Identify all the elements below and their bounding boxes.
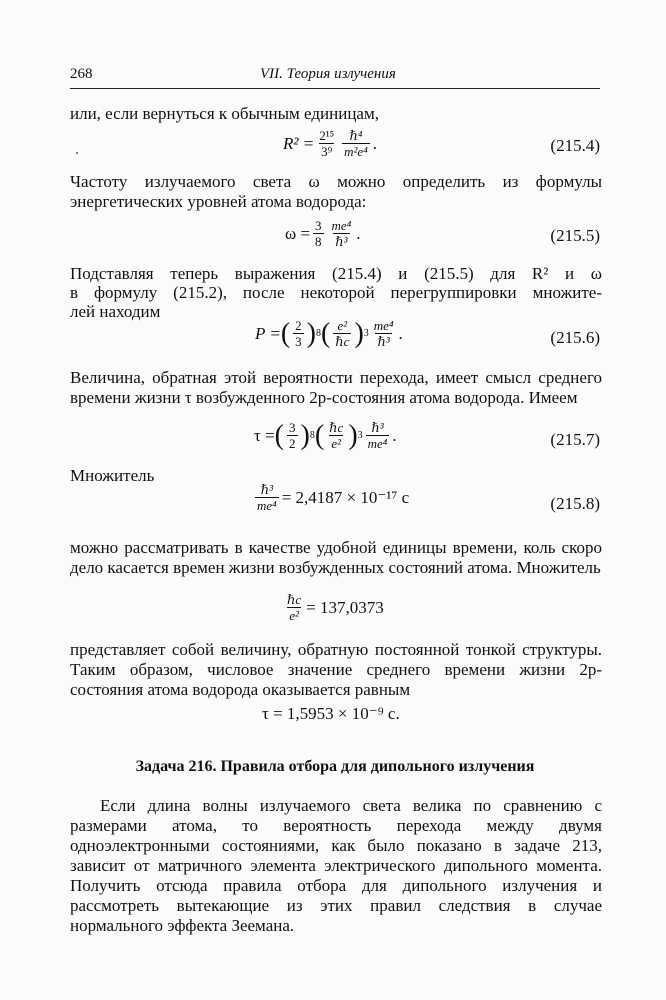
equation-215-7 — [254, 420, 397, 451]
fraction — [287, 420, 298, 451]
fraction — [366, 420, 390, 451]
header-rule — [70, 88, 600, 89]
numerator: 3 — [289, 420, 296, 435]
fraction — [327, 420, 345, 451]
paragraph-3-line-2: в формулу (215.2), после некоторой перегруппировки множите- — [70, 283, 602, 302]
exponent: 8 — [315, 328, 321, 339]
right-paren: ) — [300, 419, 310, 451]
print-speck — [76, 152, 78, 154]
numerator: ℏc — [287, 592, 302, 607]
section-heading: Задача 216. Правила отбора для дипольного излучения — [135, 758, 535, 775]
numerator: 3 — [315, 218, 322, 233]
paragraph-3-line-3: лей находим — [70, 302, 161, 321]
equation-215-6 — [255, 318, 403, 349]
fraction — [372, 318, 396, 349]
equation-tail: . — [356, 223, 361, 243]
paragraph-7: представляет собой величину, обратную постоянной тонкой структуры. Таким образом, числовое значение среднего времени жизни 2p-состояния атома водорода оказывается равным — [70, 640, 602, 699]
numerator: ℏ⁴ — [349, 128, 363, 143]
right-paren: ) — [306, 317, 316, 349]
paragraph-3-line-1: Подставляя теперь выражения (215.4) и (215.5) для R² и ω — [70, 264, 602, 283]
numerator: me⁴ — [373, 318, 394, 333]
equation-fine-structure — [282, 592, 384, 623]
equation-tail: . — [372, 133, 377, 153]
left-paren: ( — [314, 419, 325, 451]
exponent: 8 — [309, 430, 315, 441]
denominator: 2 — [289, 436, 296, 451]
left-paren: ( — [274, 419, 284, 451]
numerator: ℏc — [329, 420, 344, 435]
paragraph-4: Величина, обратная этой вероятности перехода, имеет смысл среднего времени жизни τ возбужденного 2p-состояния атома водорода. Имеем — [70, 368, 602, 407]
right-paren: ) — [354, 317, 364, 349]
equation-label: (215.4) — [550, 136, 600, 155]
fraction — [313, 218, 324, 249]
paragraph-6: можно рассматривать в качестве удобной единицы времени, коль скоро дело касается времен жизни возбужденных состояний атома. Множитель — [70, 538, 602, 577]
denominator: me⁴ — [257, 498, 277, 513]
equation-label: (215.6) — [550, 328, 600, 347]
equation-rhs: = 2,4187 × 10⁻¹⁷ c — [281, 487, 410, 507]
denominator: e² — [289, 608, 299, 623]
denominator: ℏc — [335, 334, 350, 349]
equation-lhs: ω = — [285, 223, 311, 243]
equation-lhs: τ = — [254, 425, 275, 445]
equation-label: (215.8) — [550, 494, 600, 513]
paragraph-5: Множитель — [70, 466, 155, 485]
left-paren: ( — [280, 317, 291, 349]
paragraph-1: или, если вернуться к обычным единицам, — [70, 104, 379, 123]
fraction — [342, 128, 370, 159]
equation-lhs: R² = — [283, 133, 315, 153]
equation-lifetime: τ = 1,5953 × 10⁻⁹ c. — [262, 704, 400, 723]
fraction — [285, 592, 303, 623]
equation-215-4 — [283, 128, 377, 159]
numerator: me⁴ — [331, 218, 352, 233]
denominator: e² — [331, 436, 342, 451]
denominator: 3 — [295, 334, 302, 349]
denominator: 8 — [315, 234, 322, 249]
paragraph-2: Частоту излучаемого света ω можно определить из формулы энергетических уровней атома водорода: — [70, 172, 602, 211]
numerator: 2¹⁵ — [319, 128, 335, 143]
numerator: 2 — [295, 318, 302, 333]
numerator: ℏ³ — [260, 482, 273, 497]
equation-lhs: P = — [255, 323, 281, 343]
numerator: ℏ³ — [371, 420, 384, 435]
equation-rhs: = 137,0373 — [306, 597, 384, 617]
denominator: me⁴ — [367, 436, 388, 451]
equation-label: (215.5) — [550, 226, 600, 245]
equation-215-5 — [285, 218, 360, 249]
fraction — [255, 482, 279, 513]
right-paren: ) — [348, 419, 358, 451]
fraction — [317, 128, 336, 159]
equation-tail: . — [392, 425, 397, 445]
denominator: m²e⁴ — [344, 144, 368, 159]
equation-215-8 — [252, 482, 409, 513]
left-paren: ( — [320, 317, 331, 349]
equation-tail: . — [398, 323, 403, 343]
fraction — [330, 218, 354, 249]
page-number: 268 — [70, 66, 93, 82]
exponent: 3 — [363, 328, 369, 339]
denominator: ℏ³ — [377, 334, 390, 349]
fraction — [333, 318, 351, 349]
numerator: e² — [337, 318, 348, 333]
denominator: ℏ³ — [335, 234, 348, 249]
equation-label: (215.7) — [550, 430, 600, 449]
exponent: 3 — [357, 430, 363, 441]
fraction — [293, 318, 304, 349]
denominator: 3⁹ — [321, 144, 333, 159]
page-header — [70, 66, 600, 88]
paragraph-8: Если длина волны излучаемого света велика по сравнению с размерами атома, то вероятность перехода между двумя одноэлектронными состояниями, как было показано в задаче 213, зависит от матричного элемента электрического дипольного момента. Получить отсюда правила отбора для дипольного излучения и рассмотреть вытекающие из этих правил следствия в случае нормального эффекта Зеемана. — [70, 796, 602, 935]
running-title: VII. Теория излучения — [260, 66, 396, 82]
